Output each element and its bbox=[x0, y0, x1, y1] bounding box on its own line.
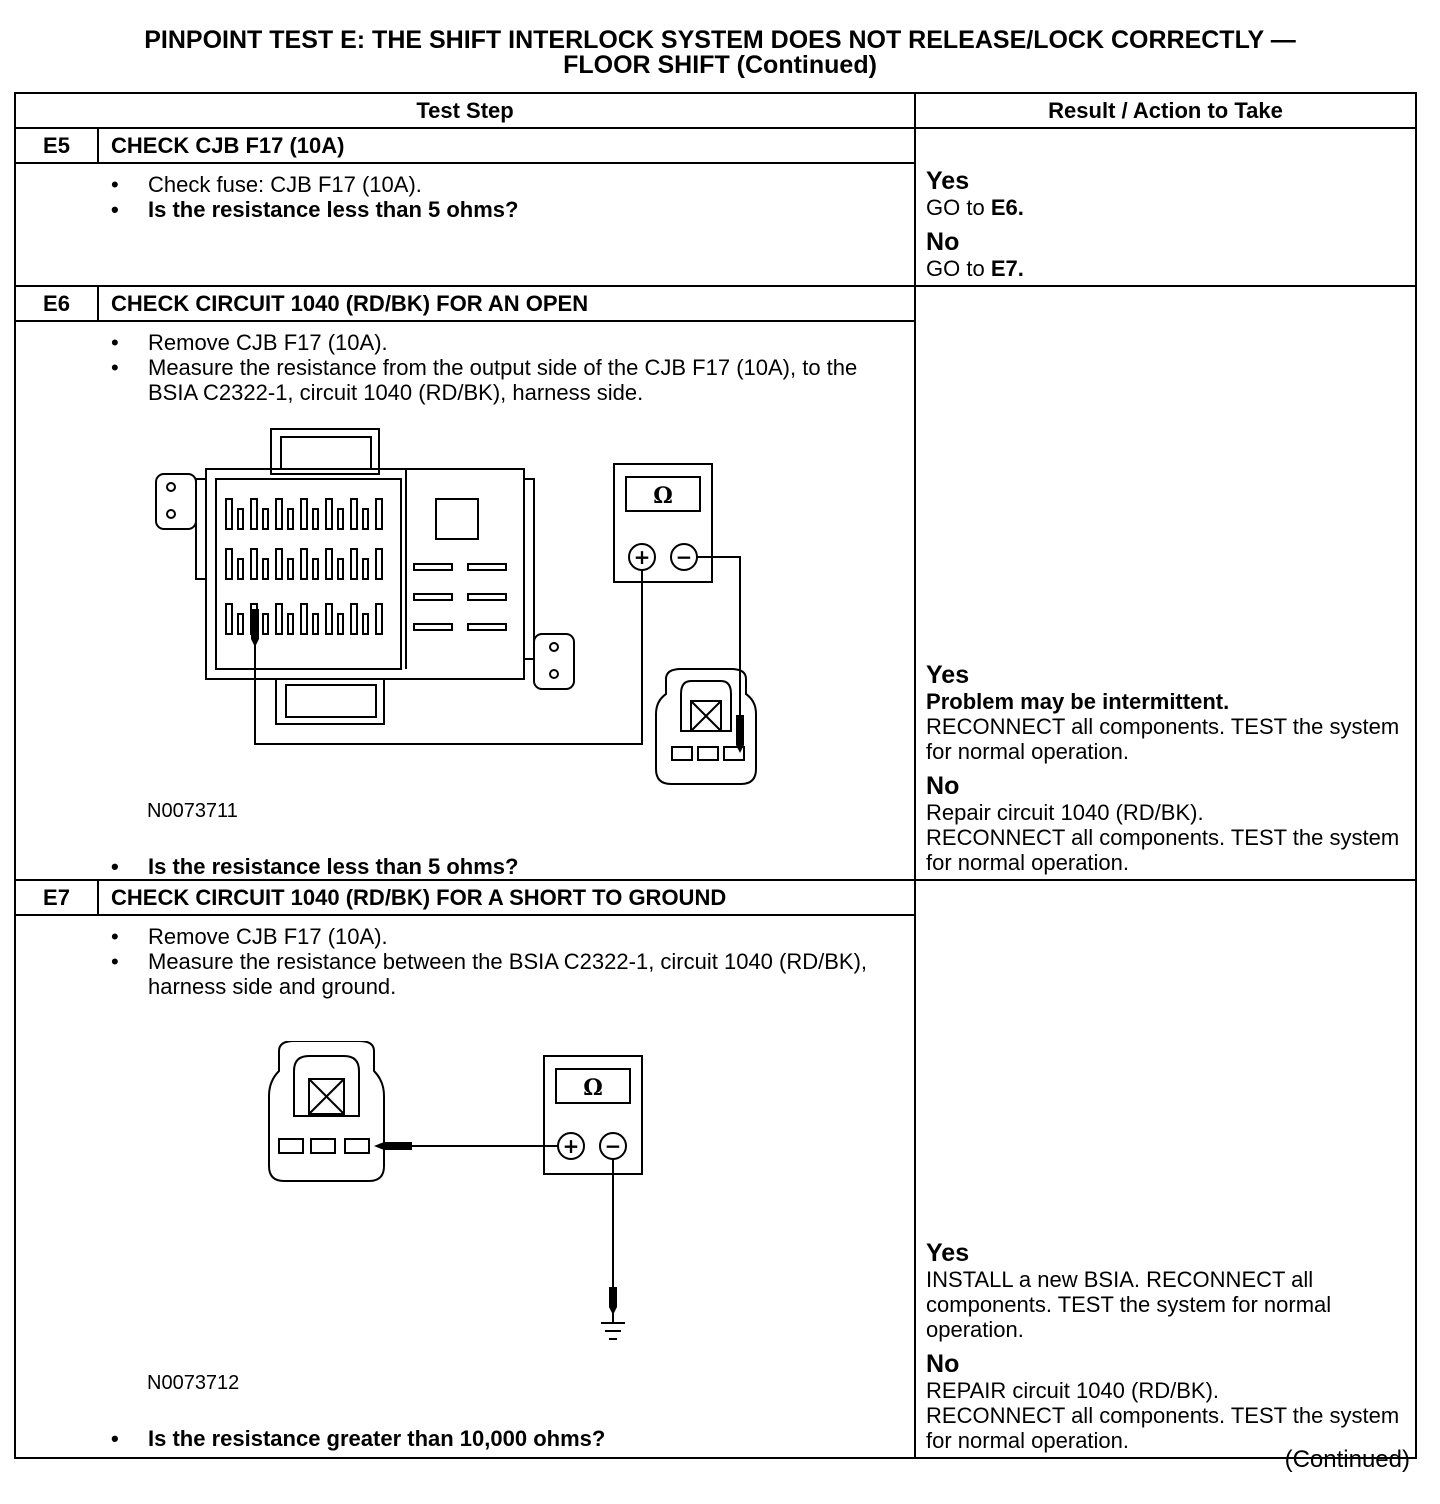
no-action: RECONNECT all components. TEST the system for normal operation. bbox=[926, 825, 1400, 875]
junction-box-ohmmeter-diagram bbox=[136, 419, 836, 799]
connector-ground-diagram bbox=[264, 1041, 684, 1351]
no-action: GO to E7. bbox=[926, 256, 1024, 281]
no-action: REPAIR circuit 1040 (RD/BK). bbox=[926, 1378, 1220, 1403]
page-title: PINPOINT TEST E: THE SHIFT INTERLOCK SYSTEM DOES NOT RELEASE/LOCK CORRECTLY — FLOOR SHIFT (Continued) bbox=[144, 26, 1296, 79]
yes-action-bold: Problem may be intermittent. bbox=[926, 689, 1230, 714]
junction-box-icon bbox=[156, 429, 574, 724]
plus-terminal: + bbox=[633, 545, 651, 569]
step-id: E6 bbox=[15, 286, 98, 321]
step-e5-result bbox=[915, 128, 1416, 286]
table-header-row bbox=[15, 93, 1416, 128]
step-id: E5 bbox=[15, 128, 98, 163]
step-body bbox=[15, 321, 915, 880]
step-title: CHECK CIRCUIT 1040 (RD/BK) FOR AN OPEN bbox=[98, 286, 915, 321]
header-result: Result / Action to Take bbox=[915, 93, 1416, 128]
step-e6-title-row bbox=[15, 286, 1416, 321]
pinpoint-test-table bbox=[14, 92, 1417, 1459]
header-test-step: Test Step bbox=[15, 93, 915, 128]
ohm-symbol: Ω bbox=[653, 483, 673, 509]
ground-icon bbox=[601, 1311, 625, 1339]
step-e7-result bbox=[915, 880, 1416, 1458]
no-label: No bbox=[926, 228, 960, 256]
connector-icon bbox=[269, 1041, 384, 1181]
list-item: • Remove CJB F17 (10A). bbox=[16, 924, 914, 949]
step-question: • Is the resistance less than 5 ohms? bbox=[16, 197, 914, 222]
ohmmeter-icon bbox=[544, 1056, 642, 1174]
no-action: Repair circuit 1040 (RD/BK). bbox=[926, 800, 1204, 825]
list-item: • Measure the resistance from the output side of the CJB F17 (10A), to the BSIA C2322-1, circuit 1040 (RD/BK), harness side. bbox=[16, 355, 914, 405]
step-body bbox=[15, 915, 915, 1458]
step-body bbox=[15, 163, 915, 286]
ohmmeter-icon bbox=[614, 464, 712, 582]
minus-terminal: − bbox=[604, 1134, 622, 1158]
yes-label: Yes bbox=[926, 661, 970, 689]
no-label: No bbox=[926, 772, 960, 800]
step-e5-title-row bbox=[15, 128, 1416, 163]
list-item: • Check fuse: CJB F17 (10A). bbox=[16, 172, 914, 197]
no-label: No bbox=[926, 1350, 960, 1378]
yes-label: Yes bbox=[926, 167, 970, 195]
yes-action: RECONNECT all components. TEST the system for normal operation. bbox=[926, 714, 1400, 764]
no-action: RECONNECT all components. TEST the system for normal operation. bbox=[926, 1403, 1400, 1453]
ohm-symbol: Ω bbox=[583, 1075, 603, 1101]
figure-id: N0073712 bbox=[147, 1372, 240, 1394]
list-item: • Measure the resistance between the BSIA C2322-1, circuit 1040 (RD/BK), harness side and ground. bbox=[16, 949, 914, 999]
yes-action: INSTALL a new BSIA. RECONNECT all components. TEST the system for normal operation. bbox=[926, 1267, 1332, 1342]
step-title: CHECK CIRCUIT 1040 (RD/BK) FOR A SHORT TO GROUND bbox=[98, 880, 915, 915]
step-question: • Is the resistance greater than 10,000 ohms? bbox=[16, 1426, 914, 1451]
step-e7-title-row bbox=[15, 880, 1416, 915]
fuse-slots bbox=[226, 499, 506, 634]
plus-terminal: + bbox=[562, 1134, 580, 1158]
yes-label: Yes bbox=[926, 1239, 970, 1267]
step-question: • Is the resistance less than 5 ohms? bbox=[16, 854, 914, 879]
yes-action: GO to E6. bbox=[926, 195, 1024, 220]
continued-label: (Continued) bbox=[1284, 1446, 1410, 1473]
minus-terminal: − bbox=[675, 545, 693, 569]
figure-id: N0073711 bbox=[147, 800, 238, 822]
step-e6-result bbox=[915, 286, 1416, 880]
step-id: E7 bbox=[15, 880, 98, 915]
list-item: • Remove CJB F17 (10A). bbox=[16, 330, 914, 355]
step-title: CHECK CJB F17 (10A) bbox=[98, 128, 915, 163]
